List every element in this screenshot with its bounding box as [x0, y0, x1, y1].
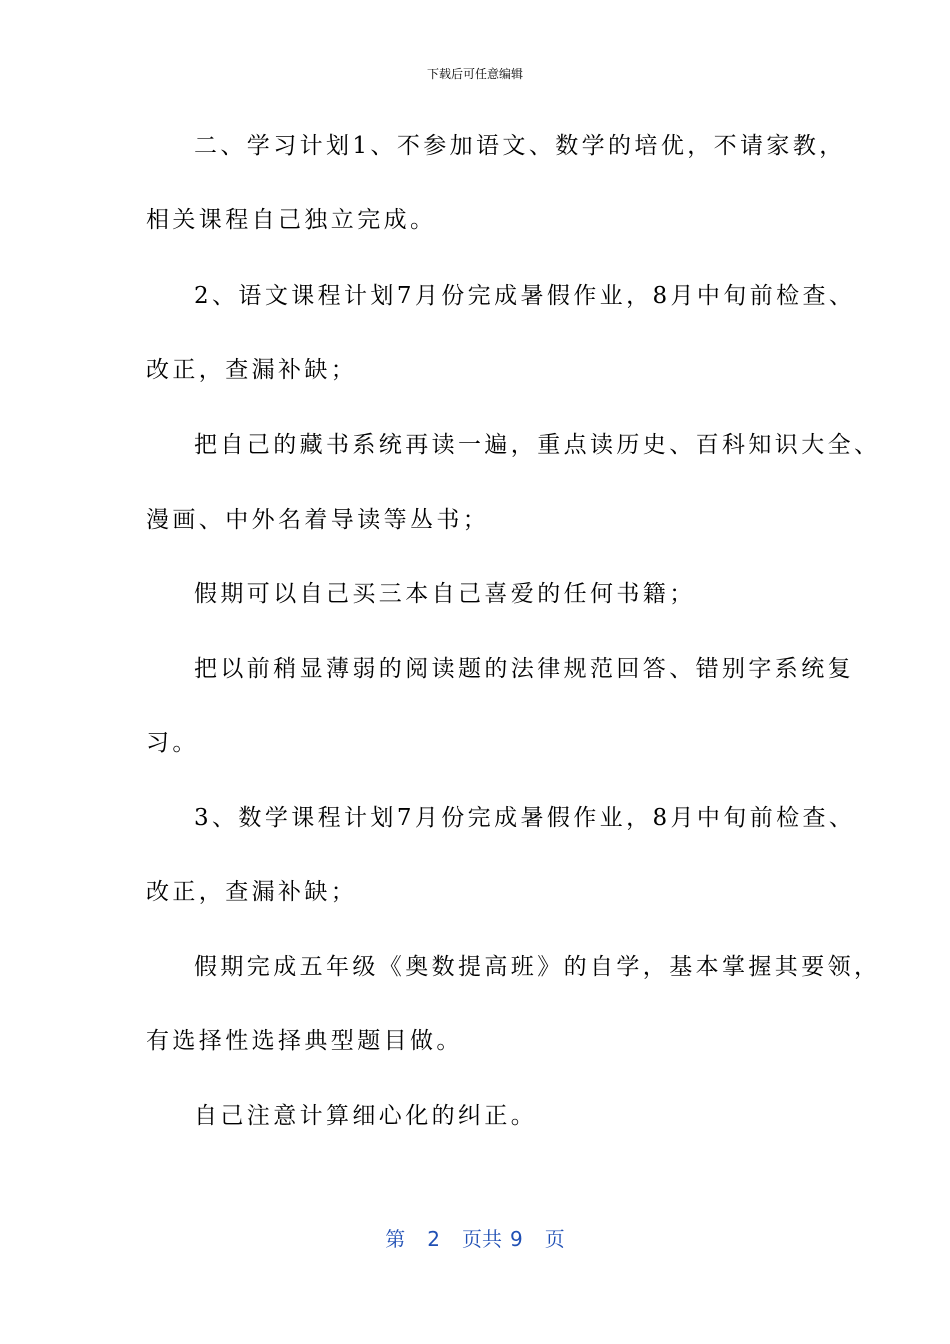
paragraph-line: 改正，查漏补缺；: [146, 357, 358, 383]
paragraph-line: 习。: [146, 730, 199, 756]
paragraph-line: 相关课程自己独立完成。: [146, 207, 437, 233]
paragraph-line: 把以前稍显薄弱的阅读题的法律规范回答、错别字系统复: [194, 656, 854, 682]
page-total-number: 9: [510, 1227, 523, 1251]
paragraph-line: 2、语文课程计划7月份完成暑假作业，8月中旬前检查、: [194, 283, 856, 309]
page-footer: [0, 1226, 950, 1252]
paragraph-line: 假期可以自己买三本自己喜爱的任何书籍；: [194, 581, 696, 607]
paragraph-line: 二、学习计划1、不参加语文、数学的培优，不请家教，: [194, 133, 846, 159]
paragraph-line: 自己注意计算细心化的纠正。: [194, 1103, 538, 1129]
page-label-suffix: 页: [544, 1227, 565, 1251]
paragraph-line: 改正，查漏补缺；: [146, 879, 358, 905]
paragraph-line: 有选择性选择典型题目做。: [146, 1028, 463, 1054]
page-header: 下载后可任意编辑: [426, 67, 523, 81]
paragraph-line: 漫画、中外名着导读等丛书；: [146, 507, 490, 533]
paragraph-line: 假期完成五年级《奥数提高班》的自学，基本掌握其要领，: [194, 954, 881, 980]
page-current-number: 2: [427, 1227, 440, 1251]
paragraph-line: 3、数学课程计划7月份完成暑假作业，8月中旬前检查、: [194, 805, 856, 831]
page-label-middle: 页共: [462, 1227, 502, 1251]
page-label-prefix: 第: [385, 1227, 406, 1251]
paragraph-line: 把自己的藏书系统再读一遍，重点读历史、百科知识大全、: [194, 432, 881, 458]
